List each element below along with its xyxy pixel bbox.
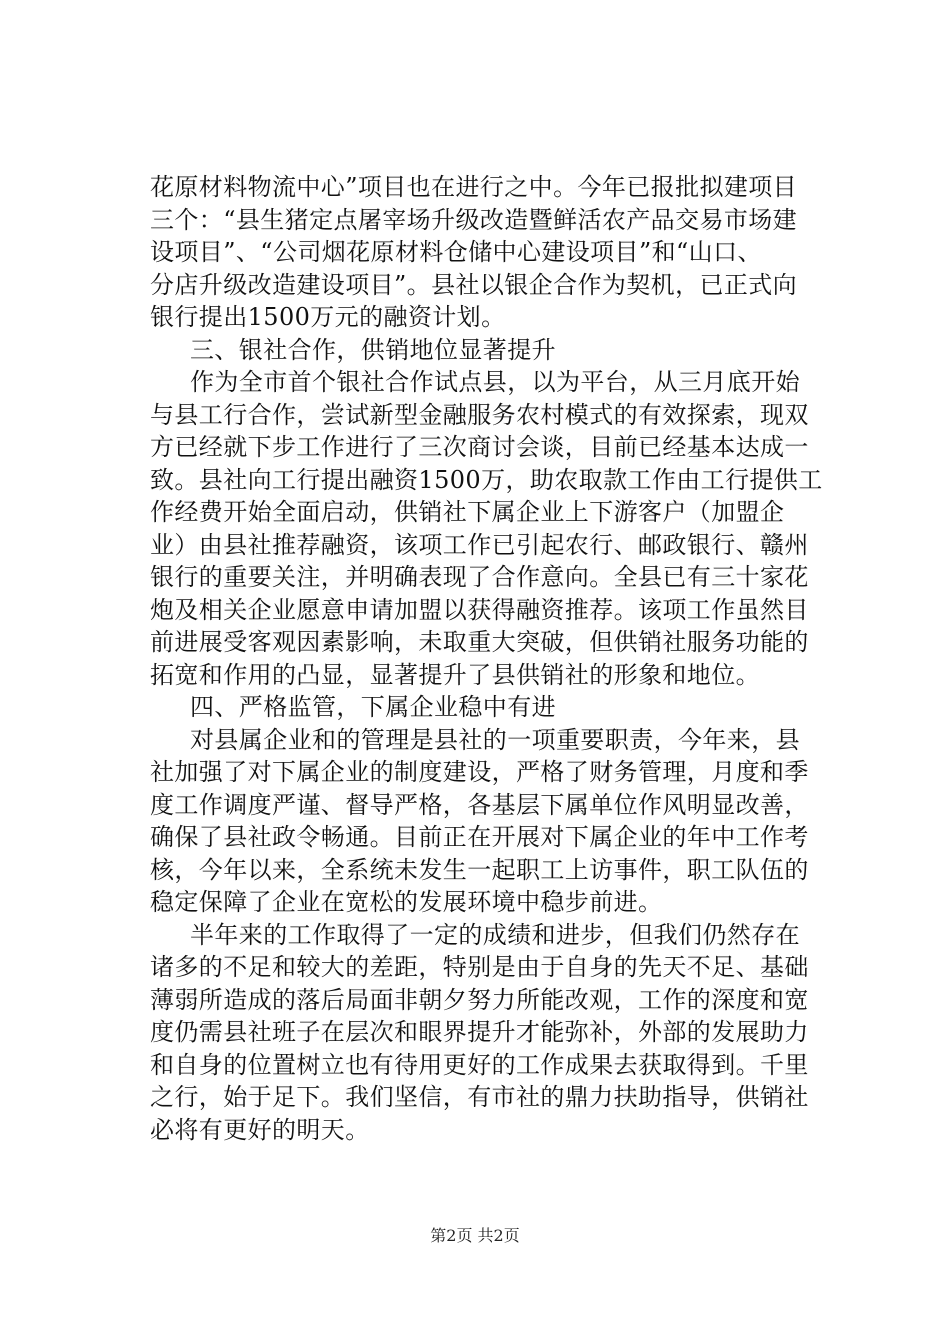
paragraph-start-line: 对县属企业和的管理是县社的一项重要职责，今年来，县 [190,725,800,754]
body-line: 花原材料物流中心”项目也在进行之中。今年已报批拟建项目 [150,173,798,201]
body-line: 诸多的不足和较大的差距，特别是由于自身的先天不足、基础 [150,953,809,981]
document-body [150,171,830,1146]
page-number-footer: 第2页 共2页 [430,1226,520,1245]
body-line: 致。县社向工行提出融资1500万，助农取款工作由工行提供工 [150,465,823,494]
body-line: 和自身的位置树立也有待用更好的工作成果去获取得到。千里 [150,1050,809,1079]
body-line: 三个：“县生猪定点屠宰场升级改造暨鲜活农产品交易市场建 [150,205,798,234]
body-line: 稳定保障了企业在宽松的发展环境中稳步前进。 [150,888,663,916]
body-line: 之行，始于足下。我们坚信，有市社的鼎力扶助指导，供销社 [150,1083,809,1111]
body-line: 与县工行合作，尝试新型金融服务农村模式的有效探索，现双 [150,400,809,429]
body-line: 度工作调度严谨、督导严格，各基层下属单位作风明显改善， [150,790,809,819]
body-line: 银行的重要关注，并明确表现了合作意向。全县已有三十家花 [150,563,809,591]
body-line: 银行提出1500万元的融资计划。 [150,303,506,331]
body-line: 社加强了对下属企业的制度建设，严格了财务管理，月度和季 [150,758,809,786]
body-line: 炮及相关企业愿意申请加盟以获得融资推荐。该项工作虽然目 [150,595,809,624]
body-line: 必将有更好的明天。 [150,1115,370,1144]
section-heading: 三、银社合作，供销地位显著提升 [190,335,556,364]
body-line: 确保了县社政令畅通。目前正在开展对下属企业的年中工作考 [150,823,809,851]
body-line: 设项目”、“公司烟花原材料仓储中心建设项目”和“山口、 [150,238,762,266]
body-line: 分店升级改造建设项目”。县社以银企合作为契机，已正式向 [150,270,798,299]
body-line: 拓宽和作用的凸显，显著提升了县供销社的形象和地位。 [150,660,760,689]
body-line: 业）由县社推荐融资，该项工作已引起农行、邮政银行、赣州 [150,530,809,559]
body-line: 前进展受客观因素影响，未取重大突破，但供销社服务功能的 [150,628,809,656]
body-line: 方已经就下步工作进行了三次商讨会谈，目前已经基本达成一 [150,433,809,461]
section-heading: 四、严格监管，下属企业稳中有进 [190,693,556,721]
paragraph-start-line: 半年来的工作取得了一定的成绩和进步，但我们仍然存在 [190,920,800,949]
body-line: 度仍需县社班子在层次和眼界提升才能弥补，外部的发展助力 [150,1018,809,1046]
paragraph-start-line: 作为全市首个银社合作试点县，以为平台，从三月底开始 [190,368,800,396]
body-line: 核，今年以来，全系统未发生一起职工上访事件，职工队伍的 [150,855,809,884]
body-line: 薄弱所造成的落后局面非朝夕努力所能改观，工作的深度和宽 [150,985,809,1014]
body-line: 作经费开始全面启动，供销社下属企业上下游客户（加盟企 [150,498,785,526]
